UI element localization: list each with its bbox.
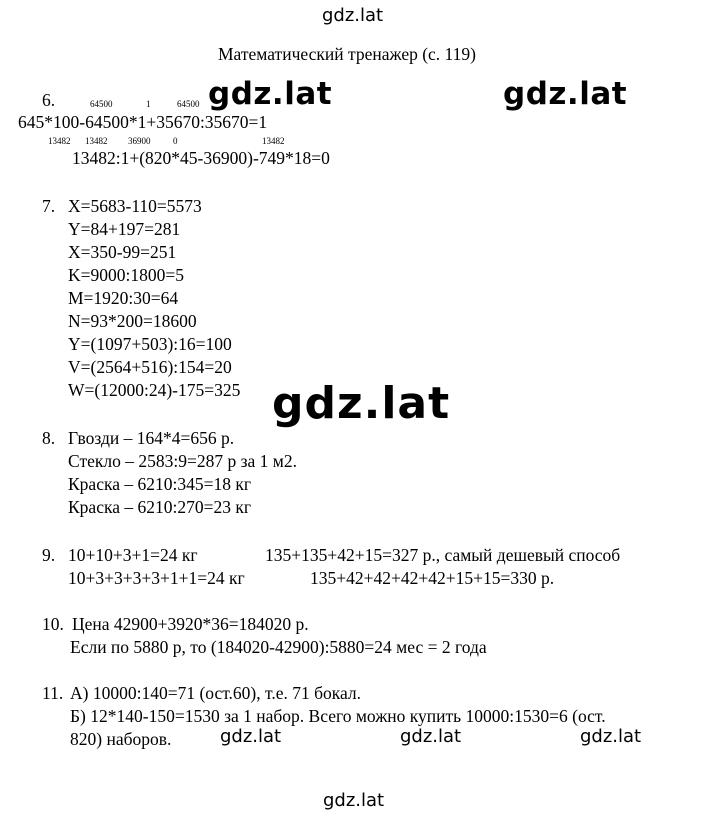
task-line: X=350-99=251 <box>68 242 177 262</box>
task-line: K=9000:1800=5 <box>68 265 184 285</box>
task-line: X=5683-110=5573 <box>68 196 202 216</box>
task-line: M=1920:30=64 <box>68 288 179 308</box>
task-line: Краска – 6210:270=23 кг <box>68 497 251 517</box>
task-line: W=(12000:24)-175=325 <box>68 380 241 400</box>
task-number: 8. <box>42 428 56 448</box>
task-line: 820) наборов. <box>70 729 172 749</box>
watermark-top: gdz.lat <box>322 5 384 26</box>
task-line: А) 10000:140=71 (ост.60), т.е. 71 бокал. <box>70 683 362 703</box>
watermark-header-left: gdz.lat <box>208 76 333 112</box>
task-line: V=(2564+516):154=20 <box>68 357 232 377</box>
task-line: 135+135+42+15=327 р., самый дешевый способ <box>265 545 621 565</box>
annotation: 13482 <box>85 136 108 146</box>
annotation: 36900 <box>128 136 151 146</box>
task-number: 11. <box>42 683 64 703</box>
watermark-row-1: gdz.lat <box>220 726 282 747</box>
task-line: 645*100-64500*1+35670:35670=1 <box>18 112 268 132</box>
task-line: 135+42+42+42+42+15+15=330 р. <box>310 568 555 588</box>
task-number: 7. <box>42 196 56 216</box>
task-line: 10+3+3+3+3+1+1=24 кг <box>68 568 245 588</box>
watermark-center: gdz.lat <box>272 378 451 429</box>
task-line: N=93*200=18600 <box>68 311 197 331</box>
annotation: 64500 <box>90 99 113 109</box>
task-number: 10. <box>42 614 64 634</box>
task-line: Y=84+197=281 <box>68 219 181 239</box>
watermark-row-3: gdz.lat <box>580 726 642 747</box>
watermark-header-right: gdz.lat <box>503 76 628 112</box>
task-number: 9. <box>42 545 56 565</box>
task-line: Стекло – 2583:9=287 р за 1 м2. <box>68 451 297 471</box>
task-number: 6. <box>42 90 56 110</box>
task-line: Цена 42900+3920*36=184020 р. <box>72 614 309 634</box>
task-line: Краска – 6210:345=18 кг <box>68 474 251 494</box>
task-line: Если по 5880 р, то (184020-42900):5880=24 мес = 2 года <box>70 637 487 657</box>
task-line: 13482:1+(820*45-36900)-749*18=0 <box>72 148 330 168</box>
task-line: Y=(1097+503):16=100 <box>68 334 232 354</box>
task-line: Гвозди – 164*4=656 р. <box>68 428 235 448</box>
annotation: 64500 <box>177 99 200 109</box>
annotation: 1 <box>146 99 151 109</box>
annotation: 13482 <box>262 136 285 146</box>
task-line: Б) 12*140-150=1530 за 1 набор. Всего можно купить 10000:1530=6 (ост. <box>70 706 606 726</box>
annotation: 13482 <box>48 136 71 146</box>
annotation: 0 <box>173 136 178 146</box>
watermark-row-2: gdz.lat <box>400 726 462 747</box>
watermark-bottom: gdz.lat <box>323 790 385 811</box>
task-line: 10+10+3+1=24 кг <box>68 545 198 565</box>
page-title: Математический тренажер (с. 119) <box>218 44 476 64</box>
